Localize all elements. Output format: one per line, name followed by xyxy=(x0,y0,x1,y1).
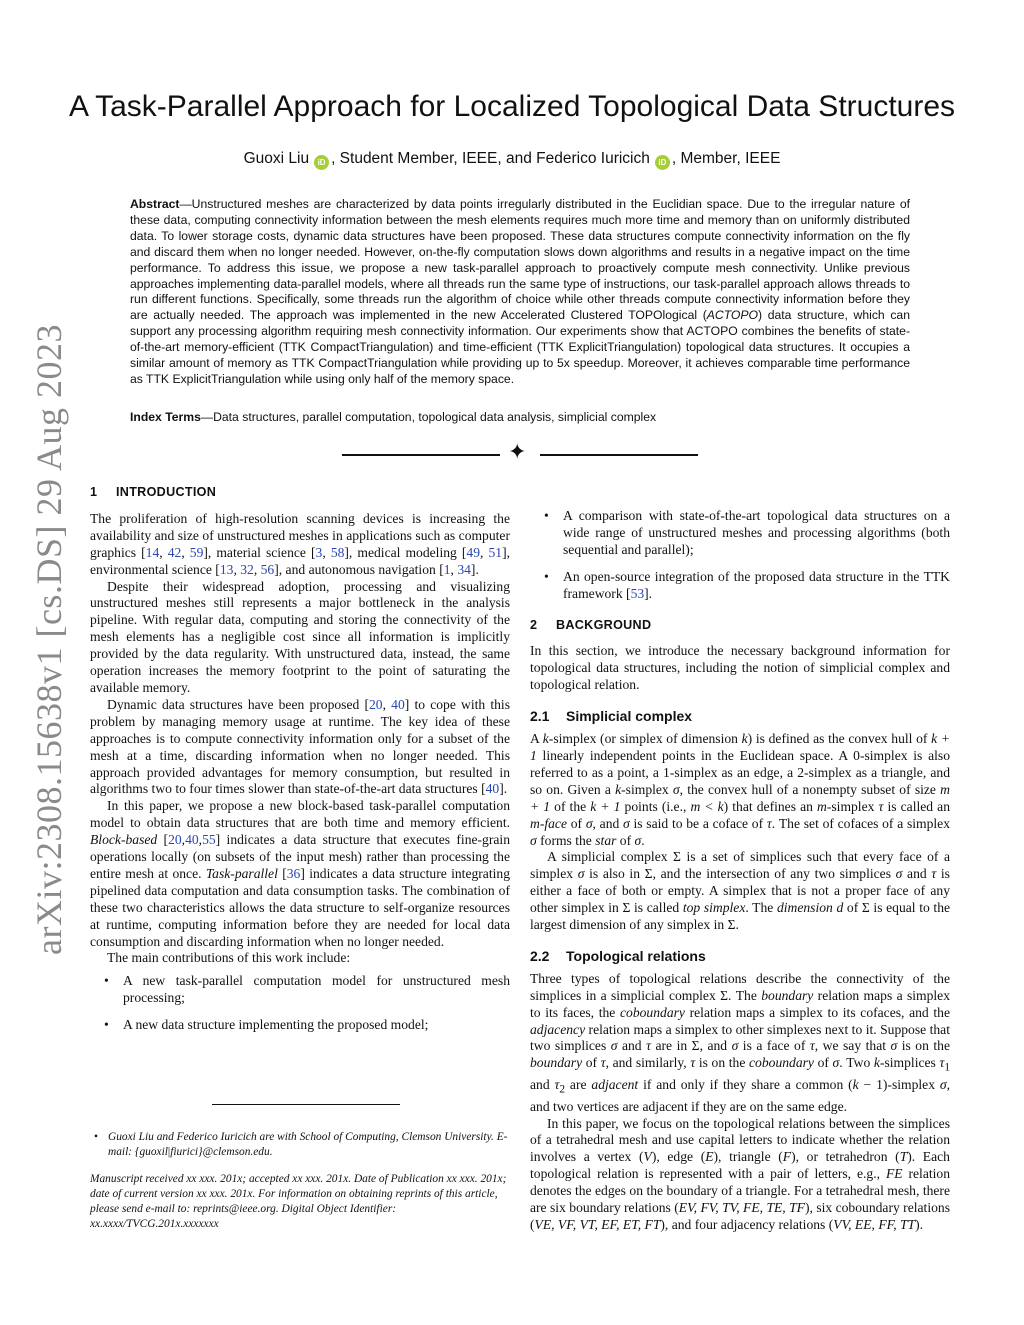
citation-link[interactable]: 3 xyxy=(315,544,323,560)
list-item: • A new data structure implementing the proposed model; xyxy=(90,1017,510,1034)
abstract xyxy=(130,197,910,388)
citation-link[interactable]: 40 xyxy=(391,696,405,712)
section-divider xyxy=(342,440,698,465)
section-title: INTRODUCTION xyxy=(116,485,217,499)
section-heading xyxy=(530,617,950,634)
affiliation-footnote: • Guoxi Liu and Federico Iuricich are with School of Computing, Clemson University. E-mail: {guoxil|fiurici}@clemson.edu. xyxy=(90,1130,510,1160)
citation-link[interactable]: 42 xyxy=(167,544,182,560)
paragraph: The main contributions of this work include: xyxy=(107,950,351,966)
citation-link[interactable]: 49 xyxy=(466,544,481,560)
author-name: Federico Iuricich xyxy=(536,150,650,167)
list-item: • An open-source integration of the proposed data structure in the TTK framework [53]. xyxy=(530,569,950,603)
subsection-title: Topological relations xyxy=(566,947,706,964)
section-heading xyxy=(90,484,510,501)
orcid-icon[interactable]: iD xyxy=(655,155,670,170)
right-column xyxy=(530,508,950,1234)
abstract-label: Abstract xyxy=(130,197,180,211)
citation-link[interactable]: 1 xyxy=(443,561,451,577)
subsection-heading xyxy=(530,708,950,725)
citation-link[interactable]: 14 xyxy=(145,544,160,560)
contributions-list xyxy=(90,973,510,1034)
section-number: 1 xyxy=(90,485,98,499)
left-column xyxy=(90,484,510,1044)
paragraph: In this paper, we propose a new block-based task-parallel computation model to obtain data structures that are both time and memory efficient. Block-based [20,40,55] indicates a data structure that executes fine-grain operations locally (on subsets of the input mesh) rather than processing the entire mesh at once. Task-parallel [36] indicates a data structure integrating pipelined data computation and data consumption tasks. The combination of these two characteristics allows the data structure to self-organize resources at runtime, computing information before they are needed for local data consumption and discarding information when no longer needed. xyxy=(90,798,510,949)
divider-ornament-icon: ✦ xyxy=(508,440,527,465)
paper-title: A Task-Parallel Approach for Localized Topological Data Structures xyxy=(68,90,956,123)
citation-link[interactable]: 36 xyxy=(286,865,301,881)
subsection-heading xyxy=(530,948,950,965)
list-item: • A comparison with state-of-the-art topological data structures on a wide range of unstructured meshes and processing algorithms (both sequential and parallel); xyxy=(530,508,950,559)
author-conjunction: and xyxy=(505,150,532,167)
citation-link[interactable]: 55 xyxy=(202,832,216,848)
subsection-title: Simplicial complex xyxy=(566,708,693,725)
abstract-text: —Unstructured meshes are characterized by data points irregularly distributed in the Euclidian space. Due to the irregular nature of these data, computing connectivity information between the mesh elements requires much more time and memory than on uniformly distributed data. To lower storage costs, dynamic data structures have been proposed. These data structures compute connectivity information on the fly and discard them when no longer needed. However, on-the-fly computation slows down algorithms and results in a negative impact on the time performance. To address this issue, we propose a new task-parallel approach to proactively compute mesh connectivity. Unlike previous approaches implementing data-parallel models, where all threads run the same type of instructions, our task-parallel approach allows threads to run different functions. Specifically, some threads run the algorithm of choice while other threads compute connectivity information before they are actually needed. The approach was implemented in the new Accelerated Clustered TOPOlogical ( xyxy=(130,197,910,323)
divider-rule xyxy=(540,454,698,456)
arxiv-identifier: arXiv:2308.15638v1 [cs.DS] 29 Aug 2023 xyxy=(29,324,69,955)
section-number: 2 xyxy=(530,617,538,632)
citation-link[interactable]: 53 xyxy=(630,585,645,601)
paragraph: Dynamic data structures have been proposed [20, 40] to cope with this problem by managing memory usage at runtime. The key idea of these approaches is to compute connectivity information only for a subset of the mesh at a time, discarding information when no longer needed. This approach provided advantages for memory consumption, but resulted in algorithms two to four times slower than state-of-the-art data structures [40]. xyxy=(90,696,510,797)
index-terms-label: Index Terms xyxy=(130,410,201,424)
index-terms xyxy=(130,410,910,426)
subsection-number: 2.2 xyxy=(530,947,550,964)
manuscript-footnote: Manuscript received xx xxx. 201x; accepted xx xxx. 201x. Date of Publication xx xxx. 201x; date of current version xx xxx. 201x. For information on obtaining reprints of this article, please send e-mail to: reprints@ieee.org. Digital Object Identifier: xx.xxxx/TVCG.201x.xxxxxxx xyxy=(90,1173,507,1230)
paragraph: A simplicial complex Σ is a set of simplices such that every face of a simplex σ is also in Σ, and the intersection of any two simplices σ and τ is either a face of both or empty. A simplex that is not a proper face of any other simplex in Σ is called top simplex. The dimension d of Σ is equal to the largest dimension of any simplex in Σ. xyxy=(530,849,951,933)
paragraph: A k-simplex (or simplex of dimension k) is defined as the convex hull of k + 1 linearly independent points in the Euclidean space. A 0-simplex is also referred to as a point, a 1-simplex as an edge, a 2-simplex as a triangle, and so on. Given a k-simplex σ, the convex hull of a nonempty subset of size m + 1 of the k + 1 points (i.e., m < k) that defines an m-simplex τ is called an m-face of σ, and σ is said to be a coface of τ. The set of cofaces of a simplex σ forms the star of σ. xyxy=(530,731,951,848)
paragraph: The proliferation of high-resolution scanning devices is increasing the availability and size of unstructured meshes in applications such as computer graphics [14, 42, 59], material science [3, 58], medical modeling [49, 51], environmental science [13, 32, 56], and autonomous navigation [1, 34]. xyxy=(90,510,511,577)
author-role: , Student Member, IEEE, xyxy=(331,150,502,167)
abstract-acronym: ACTOPO xyxy=(706,308,759,323)
citation-link[interactable]: 51 xyxy=(488,544,503,560)
author-role: , Member, IEEE xyxy=(671,150,781,167)
orcid-icon[interactable]: iD xyxy=(314,155,329,170)
author-line xyxy=(0,150,1024,170)
contributions-list xyxy=(530,508,950,603)
citation-link[interactable]: 56 xyxy=(260,561,275,577)
paragraph: Three types of topological relations describe the connectivity of the simplices in a simplicial complex Σ. The boundary relation maps a simplex to its faces, the coboundary relation maps a simplex to its cofaces, and the adjacency relation maps a simplex to other simplexes next to it. Suppose that two simplices σ and τ are in Σ, and σ is a face of τ, we say that σ is on the boundary of τ, and similarly, τ is on the coboundary of σ. Two k-simplices $\tau_1$ and $\tau_2$ are adjacent if and only if they share a common (k − 1)-simplex σ, and two vertices are adjacent if they are on the same edge. xyxy=(530,970,951,1114)
citation-link[interactable]: 40 xyxy=(185,832,199,848)
paragraph: In this section, we introduce the necessary background information for topological data structures, including the notion of simplicial complex and topological relation. xyxy=(530,643,950,693)
citation-link[interactable]: 40 xyxy=(485,781,500,797)
footnotes xyxy=(90,1130,510,1232)
paragraph: Despite their widespread adoption, processing and visualizing unstructured meshes still represents a major bottleneck in the analysis pipeline. With regular data, computing and storing the connectivity of the mesh elements has a negligible cost since all information is implicitly provided by the data regularity. With unstructured data, instead, the same operation increases the memory footprint to the point of saturating the available memory. xyxy=(90,578,510,695)
index-terms-text: —Data structures, parallel computation, topological data analysis, simplicial complex xyxy=(200,410,657,424)
author-name: Guoxi Liu xyxy=(243,150,310,167)
citation-link[interactable]: 20 xyxy=(168,832,182,848)
citation-link[interactable]: 20 xyxy=(369,696,383,712)
footnote-rule xyxy=(212,1104,400,1105)
divider-rule xyxy=(342,454,500,456)
citation-link[interactable]: 59 xyxy=(189,544,204,560)
abstract-text: ) data structure, which can support any processing algorithm requiring mesh connectivity information. Our experiments show that ACTOPO combines the benefits of state-of-the-art memory-efficient (TTK CompactTriangulation) and time-efficient (TTK ExplicitTriangulation) topological data structures. It occupies a similar amount of memory as TTK CompactTriangulation while providing up to 5x speedup. Moreover, it achieves comparable time performance as TTK ExplicitTriangulation while using only half of the memory space. xyxy=(130,308,910,386)
citation-link[interactable]: 13 xyxy=(219,561,234,577)
citation-link[interactable]: 32 xyxy=(240,561,254,577)
paragraph: In this paper, we focus on the topological relations between the simplices of a tetrahedral mesh and use capital letters to indicate whether the relation involves a vertex (V), edge (E), triangle (F), or tetrahedron (T). Each topological relation is represented with a pair of letters, e.g., FE relation denotes the edges on the boundary of a triangle. For a tetrahedral mesh, there are six boundary relations (EV, FV, TV, FE, TE, TF), six coboundary relations (VE, VF, VT, EF, ET, FT), and four adjacency relations (VV, EE, FF, TT). xyxy=(530,1115,951,1232)
subsection-number: 2.1 xyxy=(530,708,550,725)
list-item: • A new task-parallel computation model for unstructured mesh processing; xyxy=(90,973,510,1007)
section-title: BACKGROUND xyxy=(556,617,652,632)
citation-link[interactable]: 34 xyxy=(457,561,471,577)
citation-link[interactable]: 58 xyxy=(330,544,345,560)
